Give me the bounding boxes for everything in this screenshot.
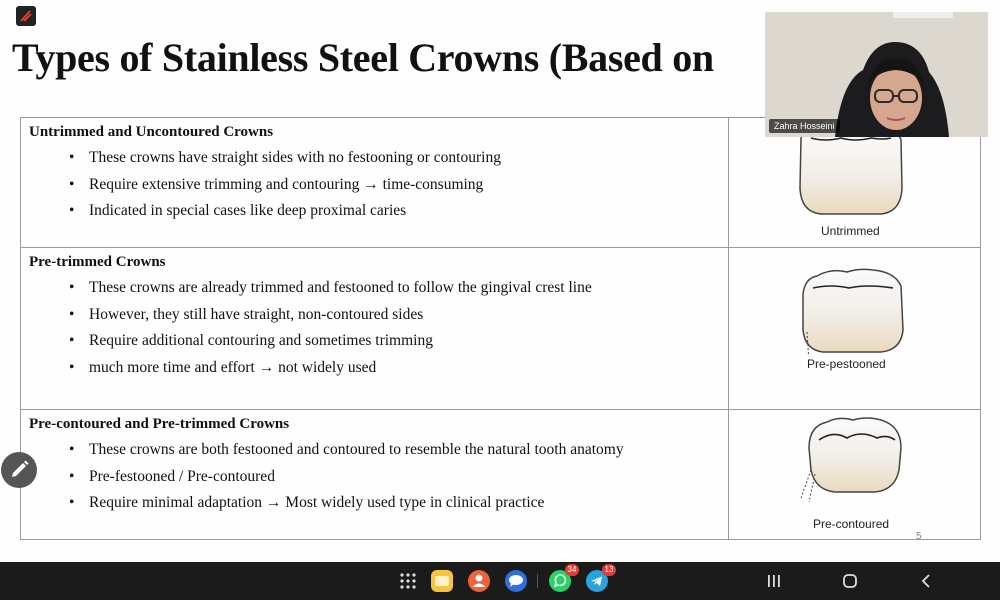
home-icon[interactable] [840,571,860,591]
table-cell-image [729,118,980,247]
list-item: • much more time and effort → not widely used [69,358,377,376]
taskbar-divider [537,574,538,588]
table-row [21,248,980,410]
contacts-app-icon[interactable] [467,569,491,593]
annotation-tool-icon[interactable] [16,6,36,26]
slide-title: Types of Stainless Steel Crowns (Based on [12,35,714,80]
pre-contoured-crown-illustration [797,414,909,510]
page-number: 5 [916,531,922,542]
list-item: • Indicated in special cases like deep proximal caries [69,202,407,219]
table-row [21,410,980,539]
crown-label: Untrimmed [817,223,884,239]
table-cell-text [21,410,729,539]
system-taskbar [0,562,1000,600]
untrimmed-crown-illustration [795,126,907,218]
table-cell-image [729,248,980,409]
crown-label: Pre-contoured [809,516,893,532]
back-icon[interactable] [916,571,936,591]
list-item: • However, they still have straight, non-contoured sides [69,305,424,323]
edit-pen-button[interactable] [1,452,37,488]
list-item: • Pre-festooned / Pre-contoured [69,467,275,485]
crown-label: Pre-pestooned [803,356,890,372]
pencil-icon [1,452,37,488]
participant-name: Zahra Hosseini [769,119,840,133]
list-item: • Require minimal adaptation → Most widely used type in clinical practice [69,494,545,511]
list-item: • Require additional contouring and sometimes trimming [69,332,433,349]
recents-icon[interactable] [764,571,784,591]
table-row [21,118,980,248]
row-title: Untrimmed and Uncontoured Crowns [29,124,274,140]
messages-app-icon[interactable] [504,569,528,593]
crown-types-table [20,117,981,540]
row-title: Pre-trimmed Crowns [29,254,166,270]
notes-app-icon[interactable] [430,569,454,593]
bullet-list [69,440,624,520]
bullet-list [69,278,592,384]
bullet-list [69,148,501,228]
list-item: • These crowns are already trimmed and festooned to follow the gingival crest line [69,279,592,296]
pre-festooned-crown-illustration [797,266,909,366]
table-cell-text [21,248,729,409]
list-item: • These crowns have straight sides with no festooning or contouring [69,149,501,166]
whatsapp-icon[interactable] [548,565,577,593]
app-drawer-icon[interactable] [396,569,420,593]
telegram-icon[interactable] [585,565,614,593]
table-cell-image [729,410,980,539]
table-cell-text [21,118,729,247]
whatsapp-badge: 34 [565,564,579,576]
list-item: • These crowns are both festooned and contoured to resemble the natural tooth anatomy [69,441,624,458]
telegram-badge: 13 [602,564,616,576]
list-item: • Require extensive trimming and contouring → time-consuming [69,175,484,193]
participant-video-tile[interactable] [765,12,988,137]
row-title: Pre-contoured and Pre-trimmed Crowns [29,416,290,432]
